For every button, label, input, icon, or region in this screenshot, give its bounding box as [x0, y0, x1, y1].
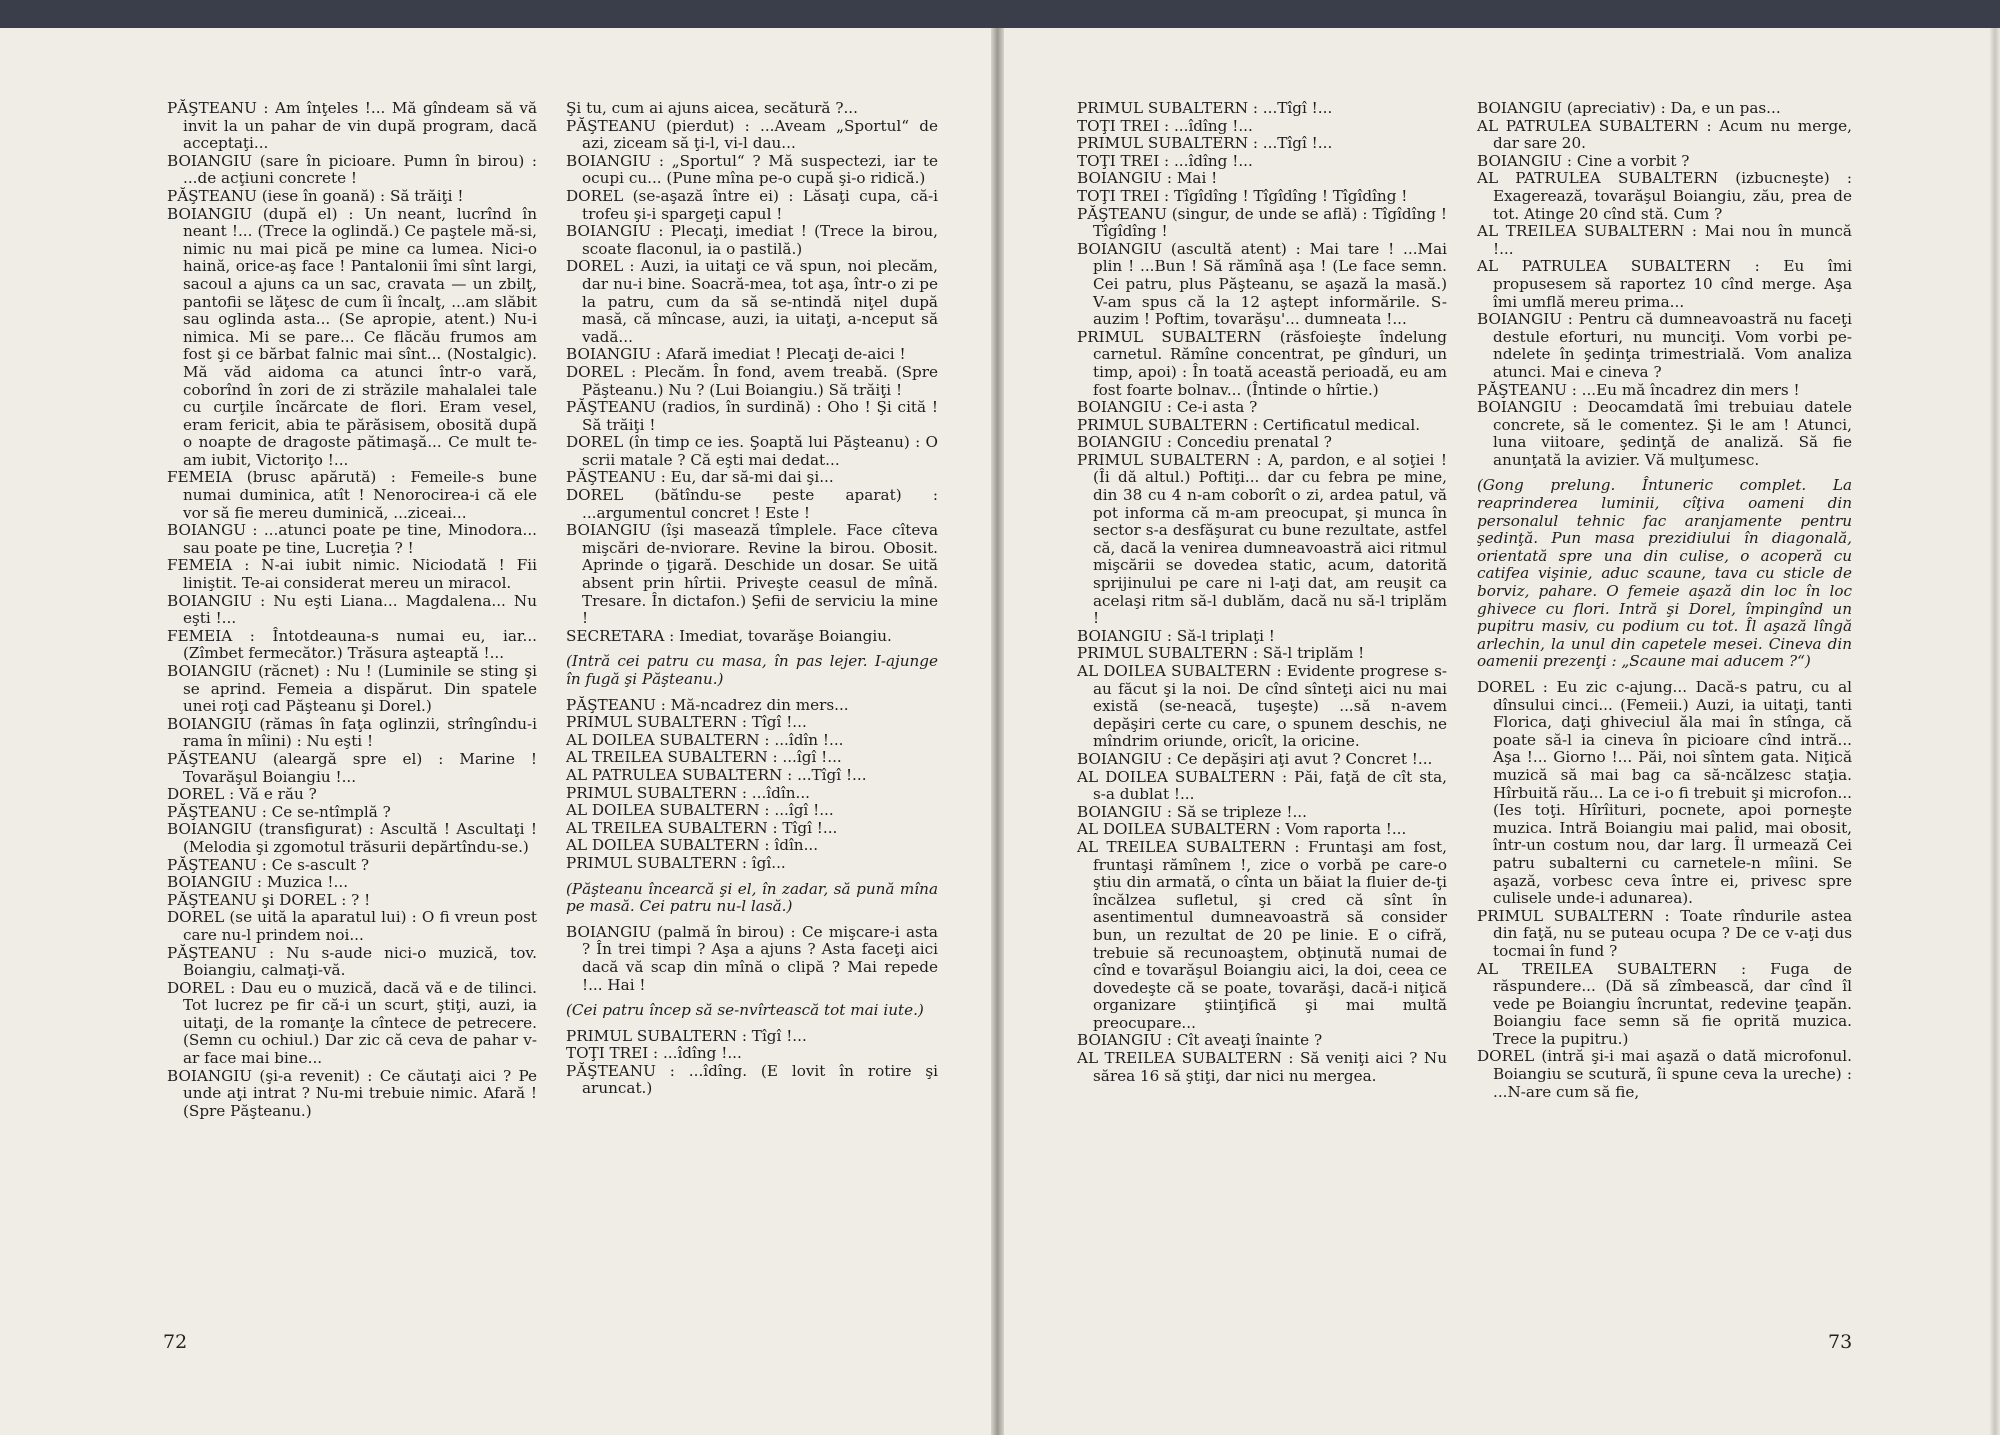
dialogue-line: PĂŞTEANU (iese în goană) : Să trăiţi !: [167, 186, 464, 205]
dialogue-line: DOREL : Plecăm. În fond, avem treabă. (Spre Păşteanu.) Nu ? (Lui Boiangiu.) Să trăiţi !: [566, 362, 938, 399]
dialogue-line: SECRETARA : Imediat, tovarăşe Boiangiu.: [566, 626, 892, 645]
dialogue-line: TOŢI TREI : ...îdîng !...: [1077, 151, 1253, 170]
dialogue-line: AL DOILEA SUBALTERN : Vom raporta !...: [1077, 820, 1407, 839]
dialogue-line: PRIMUL SUBALTERN : Tîgî !...: [566, 1026, 807, 1045]
dialogue-line: AL DOILEA SUBALTERN : Păi, faţă de cît sta, s-a dublat !...: [1077, 767, 1447, 804]
dialogue-line: AL TREILEA SUBALTERN : Să veniţi aici ? Nu sărea 16 să ştiţi, dar nici nu mergea.: [1077, 1049, 1447, 1085]
dialogue-line: TOŢI TREI : ...îdîng !...: [1077, 116, 1253, 135]
dialogue-line: FEMEIA (brusc apărută) : Femeile-s bune numai duminica, atît ! Nenorocirea-i că ele vor să fie mereu duminică, ...ziceai...: [167, 468, 537, 522]
dialogue-line: AL PATRULEA SUBALTERN : Acum nu merge, dar sare 20.: [1477, 116, 1852, 153]
dialogue-line: AL TREILEA SUBALTERN : ...îgî !...: [566, 748, 842, 767]
dialogue-line: PĂŞTEANU : ...îdîng. (E lovit în rotire şi aruncat.): [566, 1061, 938, 1098]
dialogue-line: BOIANGIU : Să-l triplaţi !: [1077, 626, 1275, 645]
dialogue-line: Şi tu, cum ai ajuns aicea, secătură ?...: [566, 99, 858, 117]
dialogue-line: BOIANGIU : Concediu prenatal ?: [1077, 433, 1332, 452]
dialogue-line: PĂŞTEANU : ...Eu mă încadrez din mers !: [1477, 380, 1800, 399]
dialogue-line: BOIANGIU : „Sportul“ ? Mă suspectezi, iar te ocupi cu... (Pune mîna pe-o cupă şi-o ridică.): [566, 151, 938, 188]
dialogue-line: BOIANGIU (apreciativ) : Da, e un pas...: [1477, 99, 1781, 117]
dialogue-line: PĂŞTEANU (radios, în surdină) : Oho ! Şi cită ! Să trăiţi !: [566, 398, 938, 434]
dialogue-line: DOREL : Auzi, ia uitaţi ce vă spun, noi plecăm, dar nu-i bine. Soacră-mea, tot aşa, într-o zi pe la patru, cum da să se-ntindă niţel după masă, că mîncase, auzi, ia uitaţi, a-nceput să vadă...: [566, 257, 938, 346]
dialogue-line: PĂŞTEANU : Mă-ncadrez din mers...: [566, 695, 849, 714]
dialogue-line: BOIANGIU (transfigurat) : Ascultă ! Ascultaţi ! (Melodia şi zgomotul trăsurii depărtîndu-se.): [167, 820, 537, 856]
dialogue-line: BOIANGIU (îşi masează tîmplele. Face cîteva mişcări de-nviorare. Revine la birou. Obosit. Aprinde o ţigară. Deschide un dosar. Se uită absent prin hîrtii. Priveşte ceasul de mînă. Tresare. În dictafon.) Şefii de serviciu la mine !: [566, 521, 938, 628]
dialogue-line: PRIMUL SUBALTERN : A, pardon, e al soţiei ! (Îi dă altul.) Poftiţi... dar cu febra pe mine, din 38 cu 4 n-am coborît o zi, ardea patul, vă pot informa că m-am preocupat, şi munca în sector s-a desfăşurat cu bune rezultate, astfel că, dacă la venirea dumneavoastră aici ritmul mişcării se dovedea static, acum, datorită sprijinului pe care ni l-aţi dat, am reuşit ca acelaşi ritm să-l dublăm, dacă nu să-l triplăm !: [1077, 450, 1447, 628]
dialogue-line: BOIANGIU (ascultă atent) : Mai tare ! ...Mai plin ! ...Bun ! Să rămînă aşa ! (Le face semn. Cei patru, plus Păşteanu, se aşază la masă.) V-am spus că la 12 aştept informările. S-auzim ! Poftim, tovarăşu'... dumneata !...: [1077, 239, 1447, 329]
dialogue-line: TOŢI TREI : ...îdîng !...: [566, 1044, 742, 1063]
dialogue-line: DOREL (se-aşază între ei) : Lăsaţi cupa, că-i trofeu şi-i spargeţi capul !: [566, 186, 938, 223]
dialogue-line: PĂŞTEANU : Eu, dar să-mi dai şi...: [566, 468, 834, 487]
dialogue-line: AL PATRULEA SUBALTERN : ...Tîgî !...: [566, 765, 867, 784]
dialogue-line: AL DOILEA SUBALTERN : ...îdîn !...: [566, 730, 844, 749]
dialogue-line: BOIANGIU : Mai !: [1077, 169, 1218, 188]
dialogue-line: BOIANGU : ...atunci poate pe tine, Minodora... sau poate pe tine, Lucreţia ? !: [167, 521, 537, 557]
dialogue-line: BOIANGIU : Nu eşti Liana... Magdalena... Nu eşti !...: [167, 591, 537, 628]
dialogue-line: PĂŞTEANU : Am înţeles !... Mă gîndeam să vă invit la un pahar de vin după program, dacă acceptaţi...: [167, 99, 537, 153]
dialogue-line: AL TREILEA SUBALTERN : Tîgî !...: [566, 818, 838, 837]
dialogue-line: AL DOILEA SUBALTERN : ...îgî !...: [566, 801, 834, 820]
dialogue-line: PĂŞTEANU : Nu s-aude nici-o muzică, tov. Boiangiu, calmaţi-vă.: [167, 943, 537, 980]
dialogue-line: PRIMUL SUBALTERN : Certificatul medical.: [1077, 415, 1421, 434]
stage-direction: (Păşteanu încearcă şi el, în zadar, să pună mîna pe masă. Cei patru nu-l lasă.): [566, 879, 938, 916]
dialogue-line: PRIMUL SUBALTERN (răsfoieşte îndelung carnetul. Rămîne concentrat, pe gînduri, un timp, apoi) : În toată această perioadă, eu am fost foarte bolnav... (Întinde o hîrtie.): [1077, 327, 1447, 399]
dialogue-line: DOREL (se uită la aparatul lui) : O fi vreun post care nu-l prindem noi...: [167, 908, 537, 944]
dialogue-line: BOIANGIU : Plecaţi, imediat ! (Trece la birou, scoate flaconul, ia o pastilă.): [566, 222, 938, 258]
dialogue-line: PĂŞTEANU şi DOREL : ? !: [167, 890, 371, 909]
dialogue-line: PRIMUL SUBALTERN : îgî...: [566, 853, 786, 872]
dialogue-line: PĂŞTEANU : Ce se-ntîmplă ?: [167, 802, 391, 821]
dialogue-line: AL TREILEA SUBALTERN : Fruntaşi am fost, fruntaşi rămînem !, zice o vorbă pe care-o ştiu din armată, o cînta un băiat la fluier de-ţi încălzea sufletul, şi cred că sînt în asentimentul dumneavoastră să consider bun, un rezultat de 20 pe linie. E o cifră, trebuie să recunoaştem, obţinută numai de cînd e tovarăşul Boiangiu aici, la doi, ceea ce dovedeşte că se poate, tovarăşi, dacă-i niţică organizare ştiinţifică şi mai multă preocupare...: [1077, 837, 1447, 1032]
book-spine: [991, 28, 1004, 1435]
dialogue-line: PRIMUL SUBALTERN : Să-l triplăm !: [1077, 644, 1365, 663]
right-page-column-1: [1077, 100, 1447, 1085]
dialogue-line: BOIANGIU : Să se tripleze !...: [1077, 802, 1307, 821]
dialogue-line: PRIMUL SUBALTERN : Toate rîndurile astea din faţă, nu se puteau ocupa ? De ce v-aţi dus tocmai în fund ?: [1477, 906, 1852, 960]
dialogue-line: BOIANGIU (sare în picioare. Pumn în birou) : ...de acţiuni concrete !: [167, 151, 537, 188]
dialogue-line: AL TREILEA SUBALTERN : Fuga de răspundere... (Dă să zîmbească, dar cînd îl vede pe Boiangiu încruntat, redevine ţeapăn. Boiangiu face semn să fie oprită muzica. Trece la pupitru.): [1477, 959, 1852, 1048]
dialogue-line: PĂŞTEANU : Ce s-ascult ?: [167, 855, 370, 874]
left-page-column-2: [566, 100, 938, 1098]
dialogue-line: BOIANGIU : Cine a vorbit ?: [1477, 151, 1690, 170]
dialogue-line: BOIANGIU : Deocamdată îmi trebuiau datele concrete, să le comentez. Şi le am ! Atunci, luna viitoare, şedinţă de analiză. Să fie anunţată la avizier. Vă mulţumesc.: [1477, 398, 1852, 469]
dialogue-line: AL TREILEA SUBALTERN : Mai nou în muncă !...: [1477, 222, 1852, 258]
page-number: 72: [163, 1331, 188, 1353]
dialogue-line: BOIANGIU : Ce-i asta ?: [1077, 398, 1258, 417]
dialogue-line: AL PATRULEA SUBALTERN : Eu îmi propusesem să raportez 10 cînd merge. Aşa îmi umflă mereu prima...: [1477, 257, 1852, 311]
dialogue-line: BOIANGIU (palmă în birou) : Ce mişcare-i asta ? În trei timpi ? Aşa a ajuns ? Asta faceţi aici dacă vă scap din mînă o clipă ? Mai repede !... Hai !: [566, 922, 938, 994]
dialogue-line: DOREL : Eu zic c-ajung... Dacă-s patru, cu al dînsului cinci... (Femeii.) Auzi, ia uitaţi, tanti Florica, daţi ghiveciul ăla mai în stînga, că poate să-l ia cineva în picioare cînd intră... Aşa !... Giorno !... Păi, noi sîntem gata. Niţică muzică să mai bag ca să-ncălzesc staţia. Hîrbuită rău... La ce i-o fi trebuit şi microfon... (Ies toţi. Hîrîituri, pocnete, apoi porneşte muzica. Intră Boiangiu mai palid, mai obosit, într-un costum nou, dar larg. Îl urmează Cei patru subalterni cu carnetele-n mîini. Se aşază, vorbesc ceva între ei, privesc spre culisele unde-i adunarea).: [1477, 678, 1852, 908]
dialogue-line: AL DOILEA SUBALTERN : Evidente progrese s-au făcut şi la noi. De cînd sînteţi aici nu mai există (se-neacă, tuşeşte) ...să n-avem depăşiri certe cu care, o spunem deschis, ne mîndrim oriunde, oricît, la oricine.: [1077, 662, 1447, 751]
stage-direction: (Gong prelung. Întuneric complet. La reaprinderea luminii, cîţiva oameni din personalul tehnic fac aranjamente pentru şedinţă. Pun masa prezidiului în diagonală, orientată spre una din culise, o acoperă cu catifea vişinie, aduc scaune, tava cu sticle de borviz, pahare. O femeie aşază din loc în loc ghivece cu flori. Intră şi Dorel, împingînd un pupitru masiv, cu podium cu tot. Îl aşază lîngă arlechin, la unul din capetele mesei. Cineva din oamenii prezenţi : „Scaune mai aducem ?“): [1477, 476, 1852, 671]
dialogue-line: DOREL : Vă e rău ?: [167, 785, 317, 804]
stage-direction: (Intră cei patru cu masa, în pas lejer. I-ajunge în fugă şi Păşteanu.): [566, 652, 938, 688]
dialogue-line: PĂŞTEANU (singur, de unde se află) : Tîgîdîng ! Tîgîdîng !: [1077, 204, 1447, 241]
dialogue-line: FEMEIA : Întotdeauna-s numai eu, iar... (Zîmbet fermecător.) Trăsura aşteaptă !...: [167, 626, 537, 663]
dialogue-line: DOREL (în timp ce ies. Şoaptă lui Păşteanu) : O scrii matale ? Că eşti mai dedat...: [566, 433, 938, 469]
dialogue-line: FEMEIA : N-ai iubit nimic. Niciodată ! Fii liniştit. Te-ai considerat mereu un miracol.: [167, 556, 537, 593]
dialogue-line: AL DOILEA SUBALTERN : îdîn...: [566, 836, 819, 855]
page-edge: [1990, 28, 2000, 1435]
dialogue-line: BOIANGIU (după el) : Un neant, lucrînd în neant !... (Trece la oglindă.) Ce paştele mă-si, nimic nu mai pică pe mine ca lumea. Nici-o haină, orice-aş face ! Pantalonii îmi sînt largi, sacoul a ajuns ca un sac, cravata — un zbilţ, pantofii se lăţesc de cum îi încalţ, ...am slăbit sau oglinda asta... (Se apropie, atent.) Nu-i nimica. Mi se pare... Ce flăcău frumos am fost şi ce bărbat falnic mai sînt... (Nostalgic). Mă văd aidoma ca atunci într-o vară, coborînd în zori de zi străzile mahalalei tale cu curţile încărcate de flori. Eram vesel, eram fericit, abia te părăsisem, obosită după o noapte de dragoste pătimaşă... Ce mult te-am iubit, Victoriţo !...: [167, 204, 537, 469]
dialogue-line: BOIANGIU : Pentru că dumneavoastră nu faceţi destule eforturi, nu munciţi. Vom vorbi pe-ndelete în şedinţa trimestrială. Vom analiza atunci. Mai e cineva ?: [1477, 310, 1852, 381]
dialogue-line: DOREL (bătîndu-se peste aparat) : ...argumentul concret ! Este !: [566, 486, 938, 522]
dialogue-line: PRIMUL SUBALTERN : Tîgî !...: [566, 713, 807, 732]
dialogue-line: PRIMUL SUBALTERN : ...Tîgî !...: [1077, 134, 1333, 153]
dialogue-line: TOŢI TREI : Tîgîdîng ! Tîgîdîng ! Tîgîdîng !: [1077, 186, 1408, 205]
right-page-column-2: [1477, 100, 1852, 1101]
dialogue-line: BOIANGIU (răcnet) : Nu ! (Luminile se sting şi se aprind. Femeia a dispărut. Din spatele unei roţi cad Păşteanu şi Dorel.): [167, 662, 537, 716]
dialogue-line: DOREL (intră şi-i mai aşază o dată microfonul. Boiangiu se scutură, îi spune ceva la ureche) : ...N-are cum să fie,: [1477, 1047, 1852, 1101]
dialogue-line: PRIMUL SUBALTERN : ...îdîn...: [566, 783, 810, 802]
dialogue-line: BOIANGIU : Afară imediat ! Plecaţi de-aici !: [566, 345, 906, 364]
dialogue-line: AL PATRULEA SUBALTERN (izbucneşte) : Exagerează, tovarăşul Boiangiu, zău, prea de tot. Atinge 20 cînd stă. Cum ?: [1477, 169, 1852, 223]
dialogue-line: DOREL : Dau eu o muzică, dacă vă e de tilinci. Tot lucrez pe fir că-i un scurt, ştiţi, auzi, ia uitaţi, de la romanţe la cîntece de petrecere. (Semn cu ochiul.) Dar zic că ceva de pahar v-ar face mai bine...: [167, 978, 537, 1068]
dialogue-line: PĂŞTEANU (aleargă spre el) : Marine ! Tovarăşul Boiangiu !...: [167, 749, 537, 786]
dialogue-line: BOIANGIU : Ce depăşiri aţi avut ? Concret !...: [1077, 749, 1433, 768]
left-page: [0, 28, 991, 1435]
dialogue-line: BOIANGIU (rămas în faţa oglinzii, strîngîndu-i rama în mîini) : Nu eşti !: [167, 714, 537, 751]
dialogue-line: BOIANGIU : Cît aveaţi înainte ?: [1077, 1031, 1323, 1050]
left-page-column-1: [167, 100, 537, 1120]
dialogue-line: PĂŞTEANU (pierdut) : ...Aveam „Sportul“ de azi, ziceam să ţi-l, vi-l dau...: [566, 116, 938, 153]
dialogue-line: PRIMUL SUBALTERN : ...Tîgî !...: [1077, 99, 1333, 117]
dialogue-line: BOIANGIU (şi-a revenit) : Ce căutaţi aici ? Pe unde aţi intrat ? Nu-mi trebuie nimic. Afară ! (Spre Păşteanu.): [167, 1066, 537, 1120]
right-page: [1004, 28, 2000, 1435]
dialogue-line: BOIANGIU : Muzica !...: [167, 873, 349, 892]
page-number: 73: [1828, 1331, 1853, 1353]
stage-direction: (Cei patru încep să se-nvîrtească tot mai iute.): [566, 1001, 924, 1020]
